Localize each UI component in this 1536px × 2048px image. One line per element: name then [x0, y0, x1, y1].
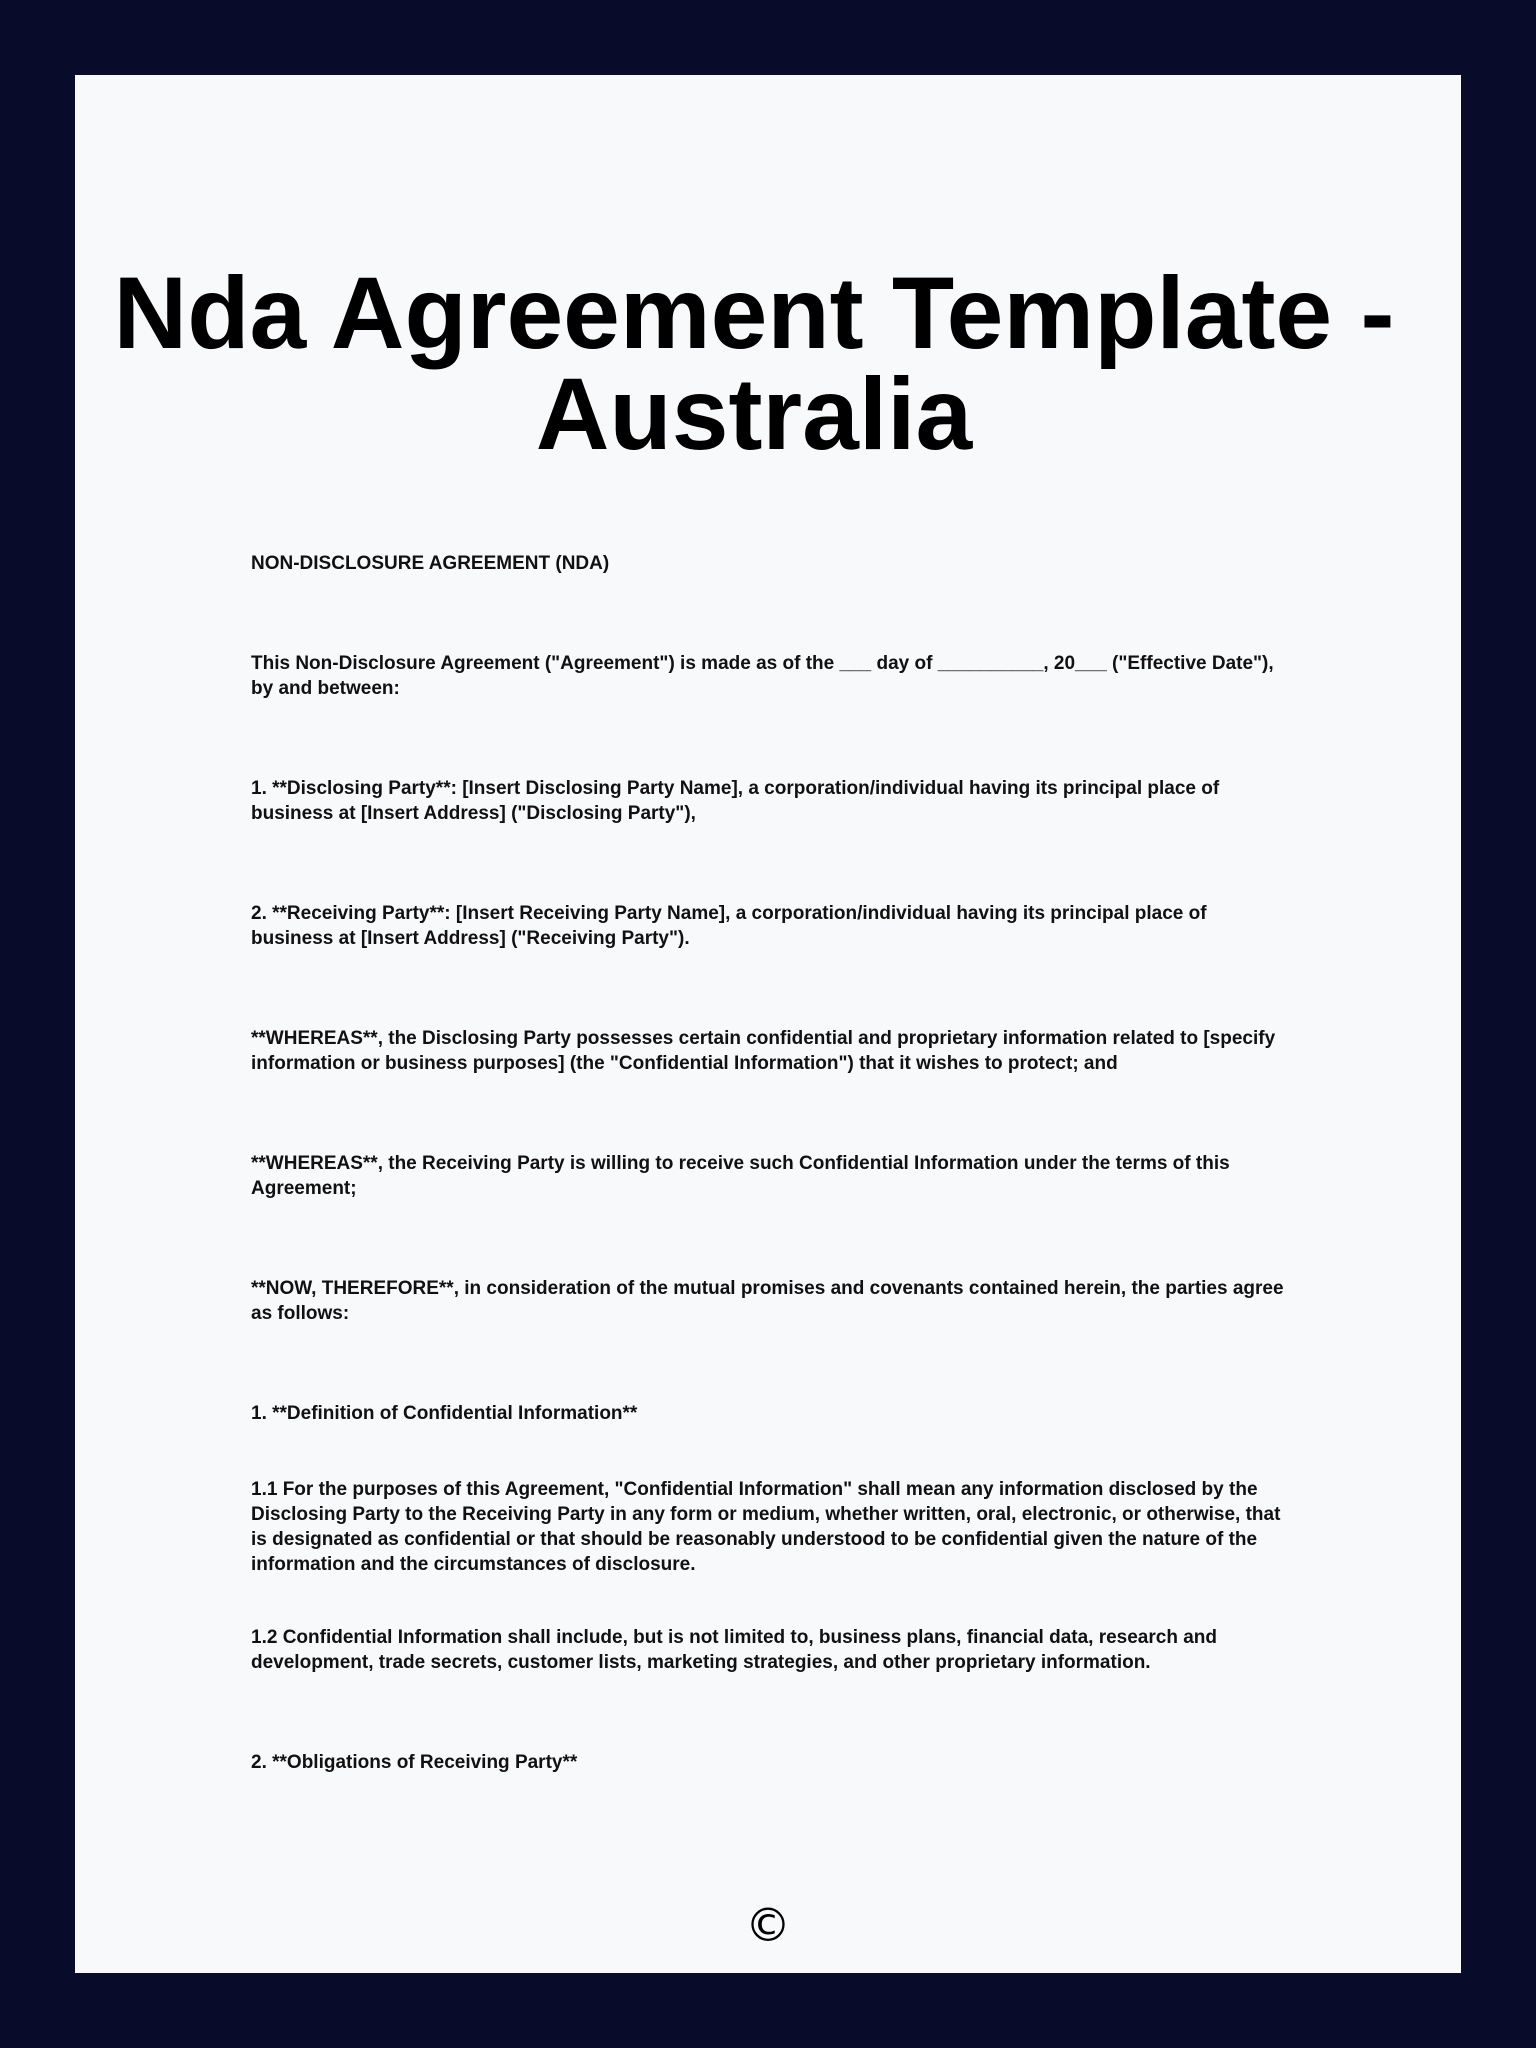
now-therefore-paragraph: **NOW, THEREFORE**, in consideration of the mutual promises and covenants contained herein, the parties agree as follows: — [251, 1278, 1284, 1324]
clause-1-2: 1.2 Confidential Information shall include, but is not limited to, business plans, financial data, research and development, trade secrets, customer lists, marketing strategies, and other proprietary information. — [251, 1627, 1218, 1673]
receiving-party-paragraph: 2. **Receiving Party**: [Insert Receiving Party Name], a corporation/individual having its principal place of business at [Insert Address] ("Receiving Party"). — [251, 903, 1207, 949]
copyright-icon: © — [745, 1898, 791, 1952]
document-title: Nda Agreement Template - Australia — [113, 256, 1395, 471]
document-body — [251, 551, 1287, 1775]
document-page — [75, 75, 1461, 1973]
section-2-heading: 2. **Obligations of Receiving Party** — [251, 1752, 578, 1773]
clause-1-1: 1.1 For the purposes of this Agreement, "Confidential Information" shall mean any information disclosed by the Disclosing Party to the Receiving Party in any form or medium, whether written, oral, electronic, or otherwise, that is designated as confidential or that should be reasonably understood to be confidential given the nature of the information and the circumstances of disclosure. — [251, 1479, 1281, 1575]
disclosing-party-paragraph: 1. **Disclosing Party**: [Insert Disclosing Party Name], a corporation/individual having its principal place of business at [Insert Address] ("Disclosing Party"), — [251, 778, 1220, 824]
agreement-heading: NON-DISCLOSURE AGREEMENT (NDA) — [251, 553, 610, 574]
intro-paragraph: This Non-Disclosure Agreement ("Agreement") is made as of the ___ day of __________, 20___ ("Effective Date"), by and between: — [251, 653, 1274, 699]
whereas-paragraph-2: **WHEREAS**, the Receiving Party is willing to receive such Confidential Information under the terms of this Agreement; — [251, 1153, 1230, 1199]
whereas-paragraph-1: **WHEREAS**, the Disclosing Party possesses certain confidential and proprietary information related to [specify information or business purposes] (the "Confidential Information") that it wishes to protect; and — [251, 1028, 1276, 1074]
section-1-heading: 1. **Definition of Confidential Information** — [251, 1403, 638, 1424]
